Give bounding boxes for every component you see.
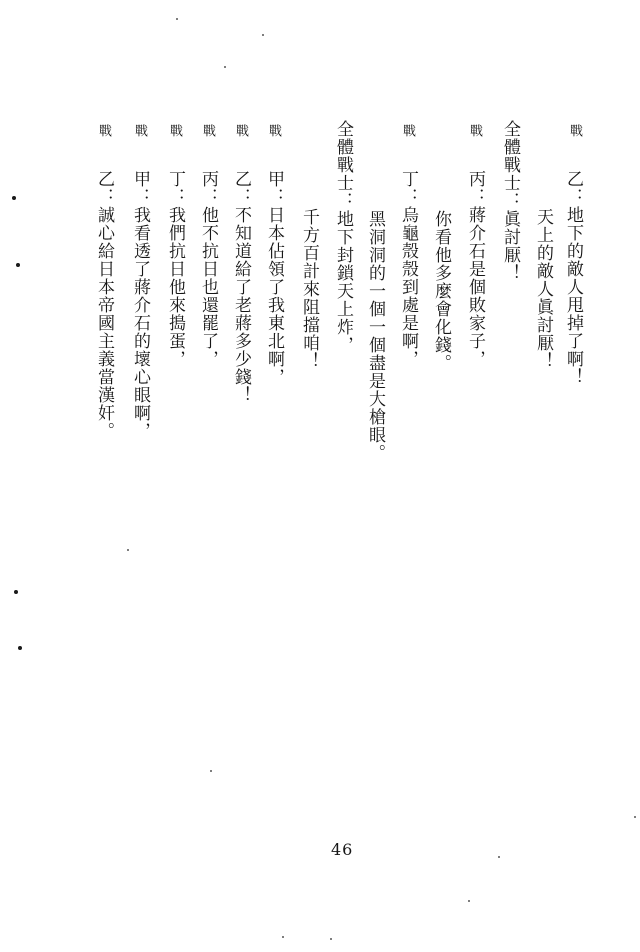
verse-line: 丙：蔣介石是個敗家子， xyxy=(465,170,485,368)
verse-line: 丁：烏龜殼殼到處是啊， xyxy=(398,170,418,368)
speaker-label: 戰 xyxy=(200,124,215,137)
scan-speck xyxy=(634,816,636,818)
speaker-label: 戰 xyxy=(132,124,147,137)
scan-speck xyxy=(224,66,226,68)
verse-line: 甲：我看透了蔣介石的壞心眼啊， xyxy=(130,170,150,440)
verse-line: 甲：日本佔領了我東北啊， xyxy=(264,170,284,386)
verse-line: 你看他多麼會化錢。 xyxy=(431,210,451,372)
verse-line: 全體戰士：地下封鎖天上炸， xyxy=(333,120,353,354)
scan-speck xyxy=(468,900,470,902)
verse-line: 全體戰士：眞討厭！ xyxy=(500,120,520,282)
speaker-label: 戰 xyxy=(400,124,415,137)
scan-speck xyxy=(330,938,332,940)
scan-speck xyxy=(282,936,284,938)
scan-speck xyxy=(14,590,18,594)
scan-speck xyxy=(16,263,20,267)
scan-speck xyxy=(12,196,16,200)
verse-line: 乙：誠心給日本帝國主義當漢奸。 xyxy=(94,170,114,440)
verse-line: 乙：地下的敵人甩掉了啊！ xyxy=(563,170,583,386)
verse-line: 黑洞洞的一個一個盡是大槍眼。 xyxy=(365,210,385,462)
scan-speck xyxy=(127,549,129,551)
speaker-label: 戰 xyxy=(233,124,248,137)
page-number: 46 xyxy=(331,840,354,859)
verse-line: 乙：不知道給了老蔣多少錢！ xyxy=(231,170,251,404)
speaker-label: 戰 xyxy=(167,124,182,137)
speaker-label: 戰 xyxy=(96,124,111,137)
scan-speck xyxy=(262,34,264,36)
scan-speck xyxy=(18,646,22,650)
speaker-label: 戰 xyxy=(266,124,281,137)
verse-line: 千方百計來阻擋咱！ xyxy=(299,208,319,370)
scan-speck xyxy=(210,770,212,772)
scan-speck xyxy=(498,856,500,858)
scan-speck xyxy=(176,18,178,20)
speaker-label: 戰 xyxy=(567,124,582,137)
verse-line: 丙：他不抗日也還罷了， xyxy=(198,170,218,368)
speaker-label: 戰 xyxy=(467,124,482,137)
verse-line: 天上的敵人眞討厭！ xyxy=(533,208,553,370)
verse-line: 丁：我們抗日他來搗蛋， xyxy=(165,170,185,368)
